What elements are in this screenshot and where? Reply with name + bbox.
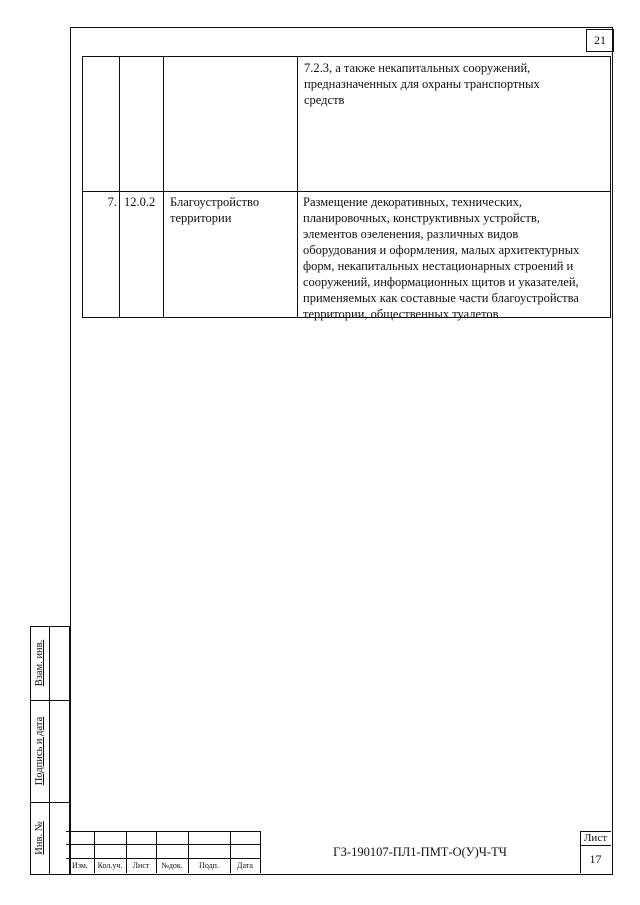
col-label-list: Лист (132, 861, 150, 870)
title-block (66, 831, 611, 873)
side-stamp (30, 626, 70, 875)
page-number-box (586, 29, 614, 52)
col-label-kol-uch: Кол.уч. (97, 861, 123, 870)
sheet-label: Лист (583, 832, 608, 844)
signature-date-label: Подпись и дата (34, 716, 45, 786)
row-description: Размещение декоративных, технических, планировочных, конструктивных устройств, элементов озеленения, различных видов оборудования и оформления, малых архитектурных форм, некапитальных нестационарных строений и сооружений, информационных щитов и указателей, применяемых как составные части благоустройства территории, общественных туалетов (303, 195, 580, 321)
document-code: ГЗ-190107-ПЛ1-ПМТ-О(У)Ч-ТЧ (333, 845, 507, 859)
inv-no-label: Инв. № (34, 821, 45, 855)
page-number-top: 21 (594, 33, 606, 47)
row-number: 7. (107, 195, 117, 209)
sheet-number: 17 (589, 852, 602, 866)
row-name: Благоустройство территории (170, 195, 260, 225)
content-table (82, 56, 610, 321)
table-row (82, 191, 610, 321)
row-code: 12.0.2 (124, 195, 156, 209)
col-label-podp: Подп. (199, 861, 219, 870)
table-row (82, 56, 610, 191)
row-description: 7.2.3, а также некапитальных сооружений, предназначенных для охраны транспортных средств (304, 61, 540, 107)
col-label-date: Дата (237, 861, 253, 870)
col-label-doc-no: №док. (161, 861, 183, 870)
vzam-inv-label: Взам. инв. (34, 639, 45, 687)
col-label-izm: Изм. (72, 861, 88, 870)
